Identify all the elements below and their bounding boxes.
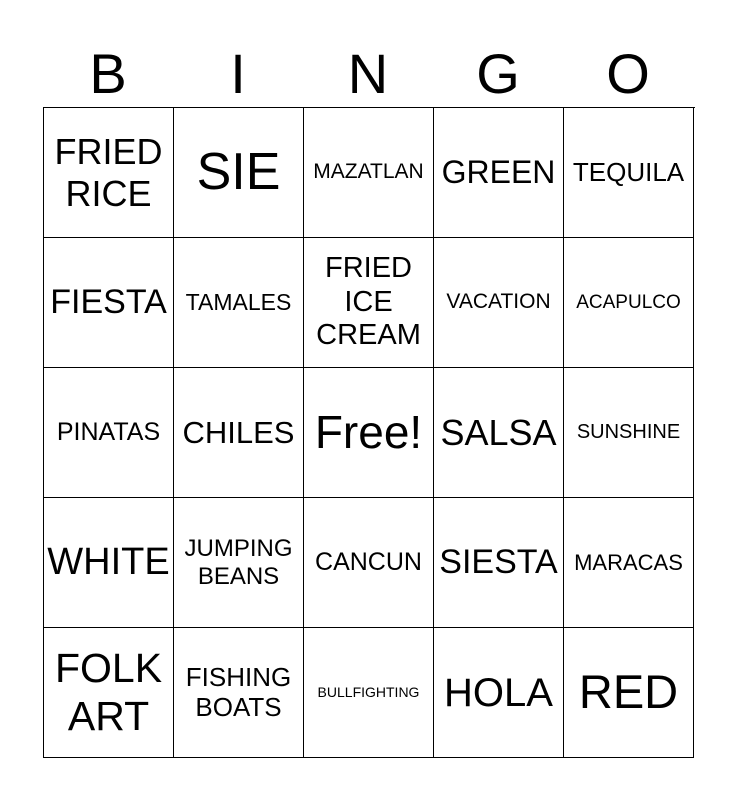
cell-text: GREEN	[441, 154, 556, 191]
cell-text: PINATAS	[56, 418, 161, 447]
bingo-cell-r1-c5[interactable]	[564, 108, 694, 238]
cell-text: BULLFIGHTING	[317, 684, 420, 701]
bingo-board	[43, 107, 695, 758]
header-letter-i: I	[230, 42, 246, 105]
cell-text: MARACAS	[574, 549, 683, 575]
bingo-cell-r5-c3[interactable]	[304, 628, 434, 758]
free-space-cell[interactable]	[304, 368, 434, 498]
cell-text: MAZATLAN	[313, 160, 424, 184]
bingo-cell-r1-c2[interactable]	[174, 108, 304, 238]
bingo-cell-r2-c2[interactable]	[174, 238, 304, 368]
bingo-cell-r1-c4[interactable]	[434, 108, 564, 238]
cell-text: RED	[578, 665, 679, 719]
cell-text: FRIED RICE	[54, 131, 163, 214]
bingo-cell-r5-c2[interactable]	[174, 628, 304, 758]
bingo-cell-r3-c2[interactable]	[174, 368, 304, 498]
cell-text: ACAPULCO	[576, 291, 681, 313]
bingo-cell-r1-c3[interactable]	[304, 108, 434, 238]
cell-text: SIESTA	[439, 542, 558, 581]
bingo-cell-r4-c5[interactable]	[564, 498, 694, 628]
bingo-header	[43, 40, 693, 108]
cell-text: TAMALES	[185, 289, 292, 316]
header-letter-n: N	[347, 42, 389, 105]
cell-text: SUNSHINE	[576, 421, 681, 443]
cell-text: FOLK ART	[54, 645, 163, 739]
free-space-text: Free!	[314, 406, 423, 459]
cell-text: CANCUN	[315, 548, 422, 577]
bingo-cell-r2-c4[interactable]	[434, 238, 564, 368]
cell-text: CHILES	[182, 414, 295, 450]
cell-text: FIESTA	[50, 282, 167, 321]
bingo-cell-r3-c1[interactable]	[44, 368, 174, 498]
bingo-cell-r4-c4[interactable]	[434, 498, 564, 628]
bingo-cell-r4-c2[interactable]	[174, 498, 304, 628]
cell-text: WHITE	[47, 540, 170, 583]
header-letter-o: O	[606, 42, 650, 105]
cell-text: JUMPING BEANS	[184, 534, 293, 590]
cell-text: SIE	[196, 142, 281, 201]
bingo-cell-r5-c1[interactable]	[44, 628, 174, 758]
cell-text: SALSA	[440, 411, 557, 453]
cell-text: FISHING BOATS	[185, 661, 292, 722]
cell-text: TEQUILA	[572, 156, 685, 187]
bingo-cell-r4-c3[interactable]	[304, 498, 434, 628]
bingo-cell-r5-c4[interactable]	[434, 628, 564, 758]
bingo-cell-r2-c1[interactable]	[44, 238, 174, 368]
bingo-cell-r3-c5[interactable]	[564, 368, 694, 498]
bingo-cell-r1-c1[interactable]	[44, 108, 174, 238]
cell-text: FRIED ICE CREAM	[316, 252, 421, 352]
cell-text: HOLA	[444, 670, 553, 715]
cell-text: VACATION	[446, 290, 551, 314]
bingo-cell-r4-c1[interactable]	[44, 498, 174, 628]
bingo-cell-r2-c5[interactable]	[564, 238, 694, 368]
header-letter-g: G	[476, 42, 520, 105]
bingo-cell-r5-c5[interactable]	[564, 628, 694, 758]
bingo-cell-r3-c4[interactable]	[434, 368, 564, 498]
header-letter-b: B	[89, 42, 127, 105]
bingo-cell-r2-c3[interactable]	[304, 238, 434, 368]
